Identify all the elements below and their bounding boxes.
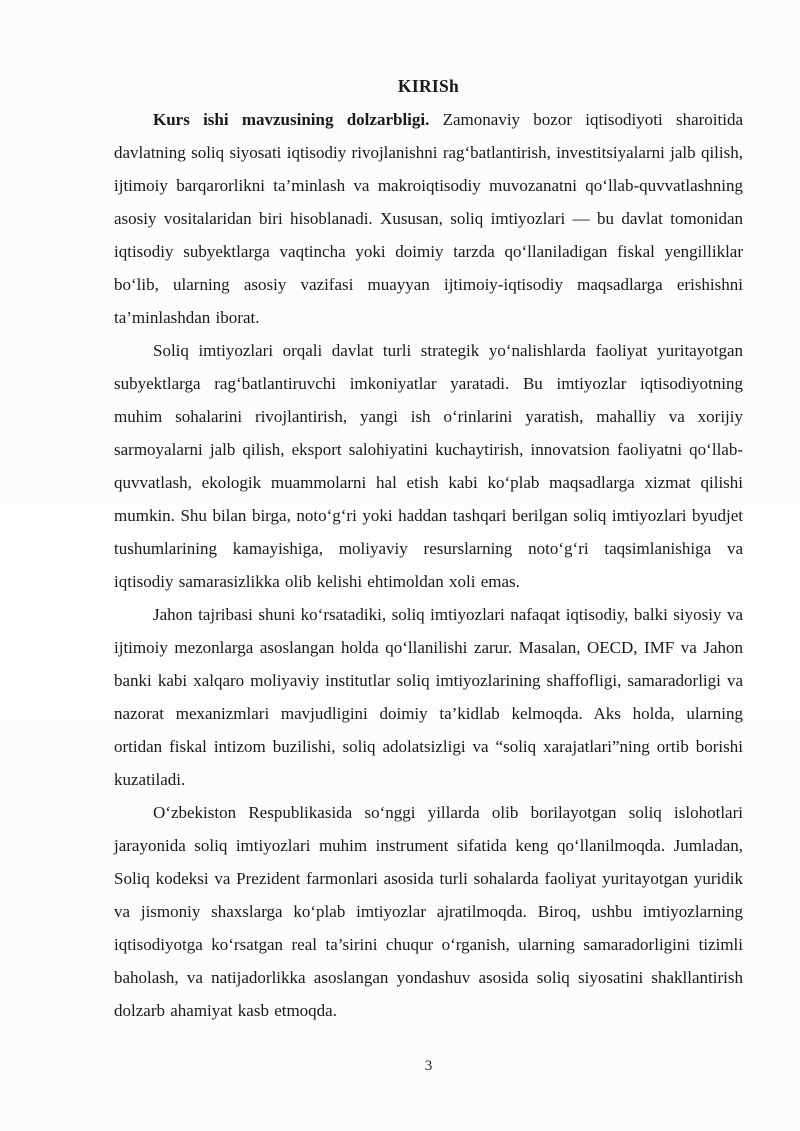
paragraph-4-text: O‘zbekiston Respublikasida so‘nggi yillarda olib borilayotgan soliq islohotlari jarayonida soliq imtiyozlari muhim instrument sifatida keng qo‘llanilmoqda. Jumladan, Soliq kodeksi va Prezident farmonlari asosida turli sohalarda faoliyat yuritayotgan yuridik va jismoniy shaxslarga ko‘plab imtiyozlar ajratilmoqda. Biroq, ushbu imtiyozlarning iqtisodiyotga ko‘rsatgan real ta’sirini chuqur o‘rganish, ularning samaradorligini tizimli baholash, va natijadorlikka asoslangan yondashuv asosida soliq siyosatini shakllantirish dolzarb ahamiyat kasb etmoqda.: [114, 803, 743, 1020]
paragraph-1-text: Zamonaviy bozor iqtisodiyoti sharoitida davlatning soliq siyosati iqtisodiy rivojlanishni rag‘batlantirish, investitsiyalarni jalb qilish, ijtimoiy barqarorlikni ta’minlash va makroiqtisodiy muvozanatni qo‘llab-quvvatlashning asosiy vositalaridan biri hisoblanadi. Xususan, soliq imtiyozlari — bu davlat tomonidan iqtisodiy subyektlarga vaqtincha yoki doimiy tarzda qo‘llaniladigan fiskal yengilliklar bo‘lib, ularning asosiy vazifasi muayyan ijtimoiy-iqtisodiy maqsadlarga erishishni ta’minlashdan iborat.: [114, 110, 743, 327]
paragraph-3-text: Jahon tajribasi shuni ko‘rsatadiki, soliq imtiyozlari nafaqat iqtisodiy, balki siyosiy va ijtimoiy mezonlarga asoslangan holda qo‘llanilishi zarur. Masalan, OECD, IMF va Jahon banki kabi xalqaro moliyaviy institutlar soliq imtiyozlarining shaffofligi, samaradorligi va nazorat mexanizmlari mavjudligini doimiy ta’kidlab kelmoqda. Aks holda, ularning ortidan fiskal intizom buzilishi, soliq adolatsizligi va “soliq xarajatlari”ning ortib borishi kuzatiladi.: [114, 605, 743, 789]
text-block: [114, 70, 743, 1027]
page-title: KIRISh: [397, 76, 460, 96]
paragraph-2-text: Soliq imtiyozlari orqali davlat turli strategik yo‘nalishlarda faoliyat yuritayotgan subyektlarga rag‘batlantiruvchi imkoniyatlar yaratadi. Bu imtiyozlar iqtisodiyotning muhim sohalarini rivojlantirish, yangi ish o‘rinlarini yaratish, mahalliy va xorijiy sarmoyalarni jalb qilish, eksport salohiyatini kuchaytirish, innovatsion faoliyatni qo‘llab-quvvatlash, ekologik muammolarni hal etish kabi ko‘plab maqsadlarga xizmat qilishi mumkin. Shu bilan birga, noto‘g‘ri yoki haddan tashqari berilgan soliq imtiyozlari byudjet tushumlarining kamayishiga, moliyaviy resurslarning noto‘g‘ri taqsimlanishiga va iqtisodiy samarasizlikka olib kelishi ehtimoldan xoli emas.: [114, 341, 743, 591]
paragraph-1-lead: Kurs ishi mavzusining dolzarbligi.: [153, 110, 430, 129]
paragraph-2: [114, 334, 743, 598]
paragraph-4: [114, 796, 743, 1027]
paragraph-1: [114, 103, 743, 334]
paragraph-3: [114, 598, 743, 796]
page-number: 3: [424, 1058, 433, 1074]
